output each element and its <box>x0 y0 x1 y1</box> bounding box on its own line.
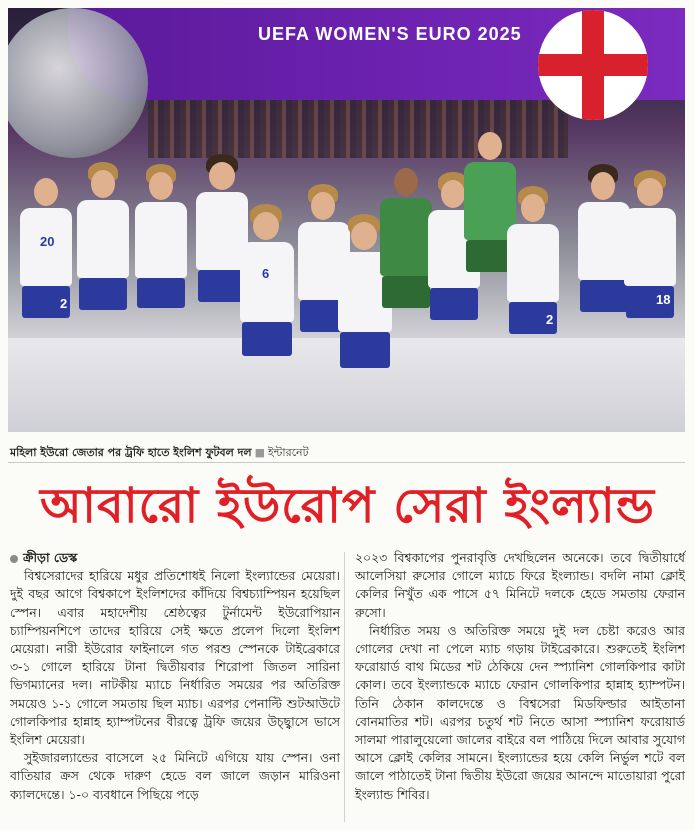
banner-title: UEFA WOMEN'S EURO 2025 <box>258 24 522 44</box>
player <box>74 166 132 391</box>
caption-text: মহিলা ইউরো জেতার পর ট্রফি হাতে ইংলিশ ফুটবল দল <box>10 446 252 459</box>
player <box>236 208 296 432</box>
desk-line <box>10 549 340 567</box>
player <box>16 240 76 390</box>
team-photo <box>8 8 685 432</box>
paragraph: সুইজারল্যান্ডের বাসেলে ২৫ মিনিটে এগিয়ে যায় স্পেন। ওনা বাতিয়ার ক্রস থেকে দারুণ হেডে বল জালে জড়ান মারিওনা ক্যালদেন্তে। ১-০ ব্যবধানে পিছিয়ে পড়ে <box>10 750 340 802</box>
player <box>620 174 680 394</box>
shirt-number: 6 <box>262 266 270 281</box>
shirt-number: 2 <box>546 312 554 327</box>
rule-line <box>8 462 685 463</box>
column-divider <box>344 552 345 822</box>
desk-label: ক্রীড়া ডেস্ক <box>23 550 78 565</box>
player <box>504 190 562 418</box>
photo-source: ইন্টারনেট <box>268 446 309 459</box>
paragraph: বিশ্বসেরাদের হারিয়ে মধুর প্রতিশোধই নিলো ইংল্যান্ডের মেয়েরা। দুই বছর আগে বিশ্বকাপে ইংলিশদের কাঁদিয়ে বিশ্বচ্যাম্পিয়ন হয়েছিল স্পেন। এবার মহাদেশীয় শ্রেষ্ঠত্বের টুর্নামেন্ট ইউরোপিয়ান চ্যাম্পিয়নশিপে তাদের হারিয়ে সেই ক্ষতে প্রলেপ দিলো ইংলিশ মেয়েরা। নারী ইউরোর ফাইনালে গত পরশু স্পেনকে টাইব্রেকারে ৩-১ গোলে হারিয়ে টানা দ্বিতীয়বার শিরোপা জিতল সারিনা ভিগম্যানের দল। নাটকীয় ম্যাচে নির্ধারিত সময়ের পর অতিরিক্ত সময়েও ১-১ গোলে সমতায় ছিল ম্যাচ। এরপর পেনাল্টি শুটআউটে গোলকিপার হান্নাহ হ্যাম্পটনের বীরত্বে ট্রফি জয়ের উচ্ছ্বাসে ভাসে ইংলিশ মেয়েরা। <box>10 568 340 748</box>
headline: আবারো ইউরোপ সেরা ইংল্যান্ড <box>40 478 655 534</box>
paragraph: নির্ধারিত সময় ও অতিরিক্ত সময়ে দুই দল চেষ্টা করেও আর গোলের দেখা না পেলে ম্যাচ গড়ায় টাইব্রেকারে। শুরুতেই ইংলিশ ফরোয়ার্ড বাথ মিডের শট ঠেকিয়ে দেন স্প্যানিশ গোলকিপার কাটা কোল। তবে ইংল্যান্ডকে ম্যাচে ফেরান গোলকিপার হান্নাহ হ্যাম্পটন। তিনি ঠেকান কালদেন্তে ও বিশ্বসেরা মিডফিল্ডার আইতানা বোনমাতির শট। এরপর চতুর্থ শট নিতে আসা স্প্যানিশ ফরোয়ার্ড সালমা পারালুয়েলো জালের বাইরে বল পাঠিয়ে দিলে আবার সুযোগ আসে ক্লোই কেলির সামনে। ইংল্যান্ডের হয়ে কেলি নির্ভুল শটে বল জালে পাঠাতেই টানা দ্বিতীয় ইউরো জয়ের আনন্দে মাতোয়ারা পুরো ইংল্যান্ড শিবির। <box>355 622 685 802</box>
photo-caption <box>10 444 309 463</box>
trophy-balloon <box>8 8 148 158</box>
shirt-number: 18 <box>656 292 671 307</box>
separator-icon: ■ <box>254 446 266 459</box>
article-column-left <box>10 549 340 804</box>
player <box>132 168 190 393</box>
bullet-icon <box>10 555 18 563</box>
shirt-number: 20 <box>40 234 55 249</box>
england-flag-icon <box>538 10 648 120</box>
paragraph: ২০২৩ বিশ্বকাপের পুনরাবৃত্তি দেখছিলেন অনেকে। তবে দ্বিতীয়ার্ধে আলেসিয়া রুসোর গোলে ম্যাচে ফিরে ইংল্যান্ড। বদলি নামা ক্লোই কেলির নিখুঁত এক পাসে ৫৭ মিনিটে দলকে হেডে সমতায় ফেরান রুসো। <box>355 550 685 620</box>
article-column-right <box>355 549 685 804</box>
shirt-number: 2 <box>60 296 68 311</box>
